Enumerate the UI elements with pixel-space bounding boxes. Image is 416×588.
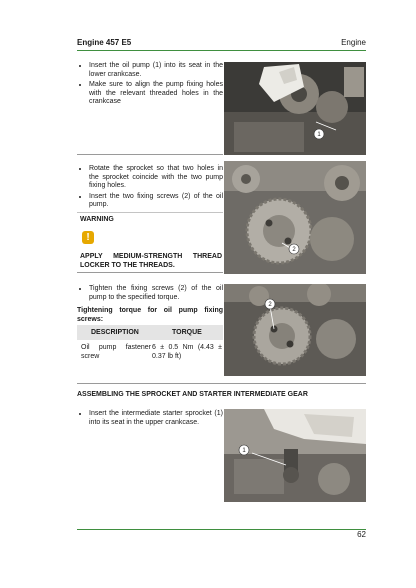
callout-label: 1 [242,448,246,454]
page-number: 62 [357,530,366,539]
divider [77,212,223,213]
callout-label: 1 [317,132,321,138]
warning-title: WARNING [80,216,114,223]
oil-pump-torque-photo [224,284,366,376]
step1-text [77,62,223,109]
step2-bullet: • Rotate the sprocket so that two holes in the sprocket coincide with the two pump fixing holes. [89,165,223,191]
torque-col-description: DESCRIPTION [91,329,139,336]
torque-col-torque: TORQUE [172,329,202,336]
warning-line: LOCKER TO THE THREADS. [80,262,175,269]
step3-text [77,285,223,304]
torque-description: Oil pump fastener screw [81,344,151,360]
footer-rule [77,529,366,530]
sprocket-alignment-photo [224,161,366,274]
section-title: ASSEMBLING THE SPROCKET AND STARTER INTERMEDIATE GEAR [77,391,308,398]
section-text [77,410,223,429]
warning-text [80,252,222,270]
torque-title: Tightening torque for oil pump fixing screws: [77,307,223,323]
section-divider [77,383,366,384]
callout-label: 2 [292,247,296,253]
warning-line: APPLY MEDIUM-STRENGTH THREAD [80,253,222,260]
header-section: Engine [341,38,366,47]
step1-bullet: • Make sure to align the pump fixing holes with the relevant threaded holes in the crankcase [89,81,223,107]
section-bullet: • Insert the intermediate starter sprocket (1) into its seat in the upper crankcase. [89,410,223,427]
divider [77,272,223,273]
step1-bullet: • Insert the oil pump (1) into its seat in the lower crankcase. [89,62,223,79]
torque-value: 6 ± 0.5 Nm (4.43 ± 0.37 lb ft) [152,344,222,360]
exclamation-icon: ! [82,231,94,244]
torque-table-header [77,325,223,340]
divider [77,154,223,155]
header-title: Engine 457 E5 [77,38,132,47]
step2-text [77,165,223,212]
step2-bullet: • Insert the two fixing screws (2) of the oil pump. [89,193,223,210]
callout-label: 2 [268,302,272,308]
header-rule [77,50,366,51]
step3-bullet: • Tighten the fixing screws (2) of the oil pump to the specified torque. [89,285,223,302]
starter-sprocket-photo [224,409,366,502]
oil-pump-insertion-photo [224,62,366,155]
